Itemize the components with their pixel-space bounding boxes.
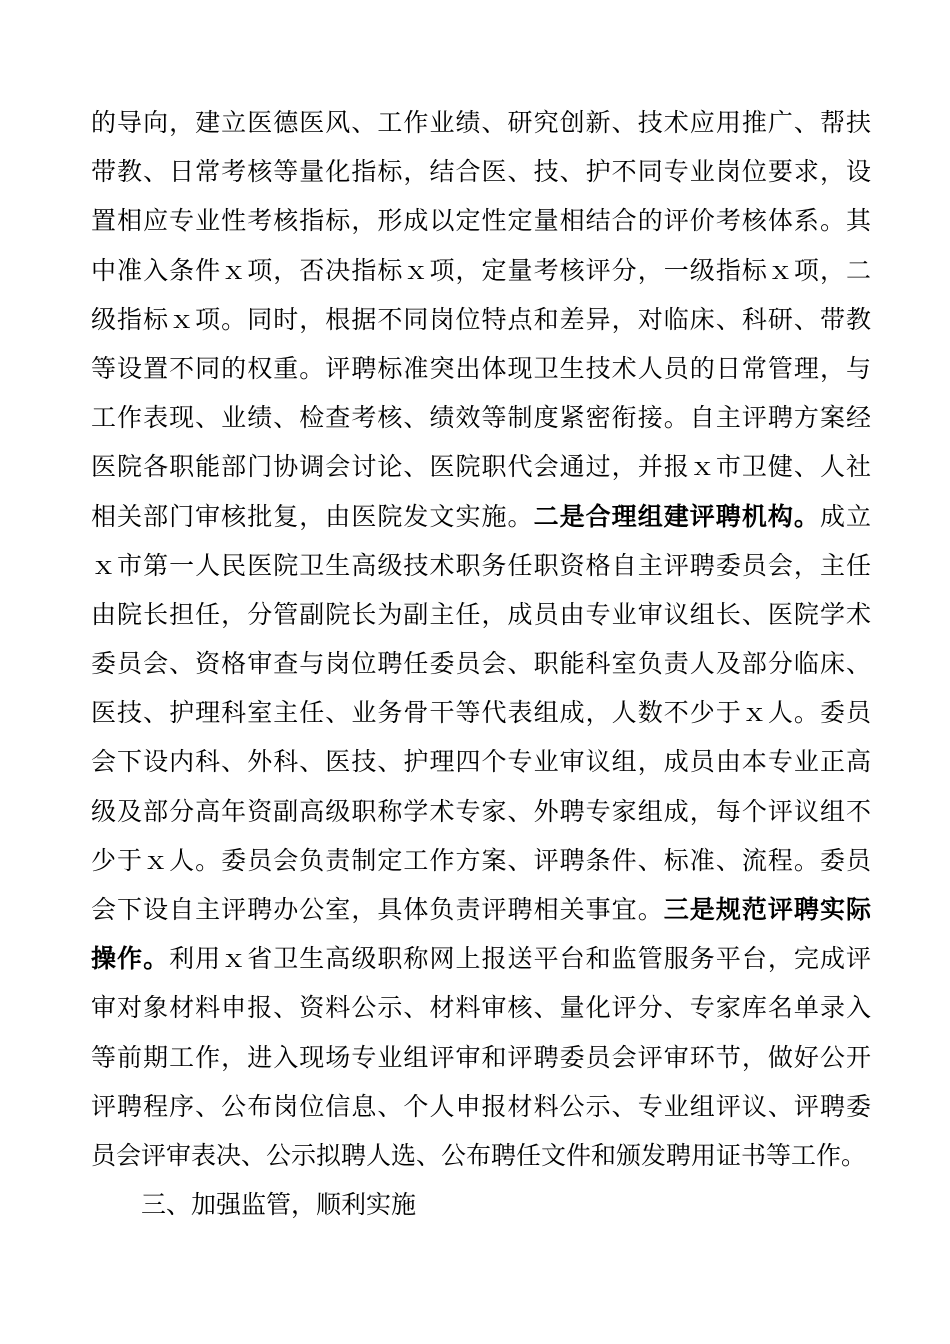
text-bold-heading: 三是规范评聘实际 [663, 895, 871, 924]
body-text [91, 98, 871, 1229]
text-line: 工作表现、业绩、检查考核、绩效等制度紧密衔接。自主评聘方案经 [91, 403, 871, 433]
text-line: 委员会、资格审查与岗位聘任委员会、职能科室负责人及部分临床、 [91, 649, 871, 679]
text-bold-heading: 操作。 [91, 944, 170, 974]
text-normal: 利用ｘ省卫生高级职称网上报送平台和监管服务平台，完成评 [169, 944, 871, 974]
text-line: 员会评审表决、公示拟聘人选、公布聘任文件和颁发聘用证书等工作。 [91, 1140, 867, 1170]
text-normal: 相关部门审核批复，由医院发文实施。 [91, 501, 534, 531]
text-bold-heading: 二是合理组建评聘机构。 [533, 501, 820, 531]
text-line: 医技、护理科室主任、业务骨干等代表组成，人数不少于ｘ人。委员 [91, 698, 871, 728]
text-line: 的导向，建立医德医风、工作业绩、研究创新、技术应用推广、帮扶 [91, 108, 871, 137]
text-line: 由院长担任，分管副院长为副主任，成员由专业审议组长、医院学术 [91, 599, 871, 629]
text-line: 等设置不同的权重。评聘标准突出体现卫生技术人员的日常管理，与 [91, 353, 871, 383]
text-line [91, 885, 871, 934]
text-line [91, 934, 871, 983]
text-line: 置相应专业性考核指标，形成以定性定量相结合的评价考核体系。其 [91, 206, 871, 236]
text-line: ｘ市第一人民医院卫生高级技术职务任职资格自主评聘委员会，主任 [91, 550, 871, 580]
text-line: 级及部分高年资副高级职称学术专家、外聘专家组成，每个评议组不 [91, 796, 871, 826]
text-normal: 成立 [819, 501, 871, 531]
text-line: 医院各职能部门协调会讨论、医院职代会通过，并报ｘ市卫健、人社 [91, 452, 871, 482]
text-line: 少于ｘ人。委员会负责制定工作方案、评聘条件、标准、流程。委员 [91, 845, 871, 875]
text-line: 中准入条件ｘ项，否决指标ｘ项，定量考核评分，一级指标ｘ项，二 [91, 255, 871, 285]
text-line: 审对象材料申报、资料公示、材料审核、量化评分、专家库名单录入 [91, 993, 871, 1023]
text-line: 评聘程序、公布岗位信息、个人申报材料公示、专业组评议、评聘委 [91, 1091, 871, 1121]
text-line: 等前期工作，进入现场专业组评审和评聘委员会评审环节，做好公开 [91, 1042, 871, 1072]
text-normal: 会下设自主评聘办公室，具体负责评聘相关事宜。 [91, 895, 664, 924]
text-line: 级指标ｘ项。同时，根据不同岗位特点和差异，对临床、科研、带教 [91, 304, 871, 334]
text-line [91, 492, 871, 541]
text-line: 会下设内科、外科、医技、护理四个专业审议组，成员由本专业正高 [91, 747, 871, 777]
section-heading: 三、加强监管，顺利实施 [141, 1190, 417, 1220]
text-line: 带教、日常考核等量化指标，结合医、技、护不同专业岗位要求，设 [91, 157, 871, 187]
